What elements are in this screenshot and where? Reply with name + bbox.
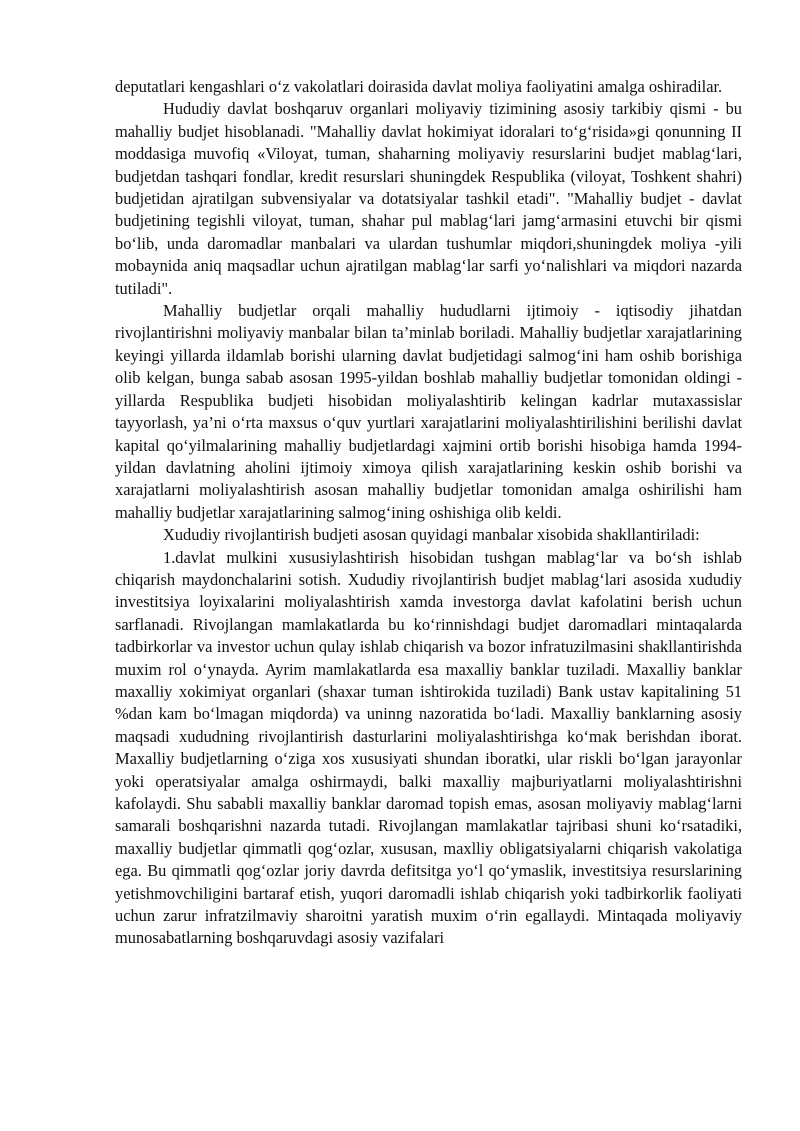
paragraph-5: 1.davlat mulkini xususiylashtirish hisobidan tushgan mablag‘lar va bo‘sh ishlab chiqarish maydonchalarini sotish. Xududiy rivojlantirish budjet mablag‘lari asosida xududiy investitsiya loyixalarini moliyalashtirish xamda investorga davlat kafolatini berish uchun sarflanadi. Rivojlangan mamlakatlarda bu ko‘rinnishdagi budjet daromadlari mintaqalarda tadbirkorlar va investor uchun qulay ishlab chiqarish va bozor infratuzilmasini shakllantirishda muxim rol o‘ynayda. Ayrim mamlakatlarda esa maxalliy banklar tuziladi. Maxalliy banklar maxalliy xokimiyat organlari (shaxar tuman ishtirokida tuziladi) Bank ustav kapitalining 51 %dan kam bo‘lmagan miqdorda) va uninng nazoratida bo‘ladi. Maxalliy banklarning asosiy maqsadi xududning rivojlantirish dasturlarini moliyalashtirishga ko‘mak berishdan iborat. Maxalliy budjetlarning o‘ziga xos xususiyati shundan iboratki, ular riskli bo‘lgan jarayonlar yoki operatsiyalar amalga oshirmaydi, balki maxalliy majburiyatlarni moliyalashtirishni kafolaydi. Shu sababli maxalliy banklar daromad topish emas, asosan moliyaviy mablag‘larni samarali boshqarishni nazarda tutadi. Rivojlangan mamlakatlar tajribasi shuni ko‘rsatadiki, maxalliy budjetlar qimmatli qog‘ozlar, xususan, maxlliy obligatsiyalarni chiqarish vakolatiga ega. Bu qimmatli qog‘ozlar joriy davrda defitsitga yo‘l qo‘ymaslik, investitsiya resurslarining yetishmovchiligini bartaraf etish, yuqori daromadli ishlab chiqarish yoki tadbirkorlik faoliyati uchun zarur infratzilmaviy sharoitni yaratish muxim o‘rin egallaydi. Mintaqada moliyaviy munosabatlarning boshqaruvdagi asosiy vazifalari — [115, 547, 742, 948]
paragraph-3: Mahalliy budjetlar orqali mahalliy hududlarni ijtimoiy - iqtisodiy jihatdan rivojlantirishni moliyaviy manbalar bilan ta’minlab boriladi. Mahalliy budjetlar xarajatlarining keyingi yillarda ildamlab borishi ularning davlat budjetidagi salmog‘ini ham oshib borishiga olib kelgan, bunga sabab asosan 1995-yildan boshlab mahalliy budjetlar tomonidan oldingi -yillarda Respublika budjeti hisobidan moliyalashtirib kelingan kadrlar mutaxassislar tayyorlash, ya’ni o‘rta maxsus o‘quv yurtlari xarajatlarini moliyalashtirilishini berilishi davlat kapital qo‘yilmalarining mahalliy budjetlardagi xajmini ortib borishi hisobiga hamda 1994-yildan davlatning aholini ijtimoiy ximoya qilish xarajatlarining keskin oshib borishi va xarajatlarni moliyalashtirish asosan mahalliy budjetlar tomonidan amalga oshirilishi ham mahalliy budjetlar xarajatlarining salmog‘ining oshishiga olib keldi. — [115, 301, 742, 522]
document-page — [115, 76, 742, 950]
paragraph-4: Xududiy rivojlantirish budjeti asosan quyidagi manbalar xisobida shakllantiriladi: — [163, 525, 700, 545]
paragraph-2: Hududiy davlat boshqaruv organlari moliyaviy tizimining asosiy tarkibiy qismi - bu mahalliy budjet hisoblanadi. "Mahalliy davlat hokimiyat idoralari to‘g‘risida»gi qonunning II moddasiga muvofiq «Viloyat, tuman, shaharning moliyaviy resurslarini budjet mablag‘lari, budjetdan tashqari fondlar, kredit resurslari shuningdek Respublika (viloyat, Toshkent shahri) budjetidan ajratilgan subvensiyalar va dotatsiyalar tashkil etadi". "Mahalliy budjet - davlat budjetining tegishli viloyat, tuman, shahar pul mablag‘lari jamg‘armasini etuvchi bir qismi bo‘lib, unda daromadlar manbalari va ulardan tushumlar miqdori,shuningdek moliya -yili mobaynida aniq maqsadlar uchun ajratilgan mablag‘lar sarfi yo‘nalishlari va miqdori nazarda tutiladi". — [115, 99, 742, 298]
paragraph-1: deputatlari kengashlari o‘z vakolatlari doirasida davlat moliya faoliyatini amalga oshiradilar. — [115, 77, 723, 96]
